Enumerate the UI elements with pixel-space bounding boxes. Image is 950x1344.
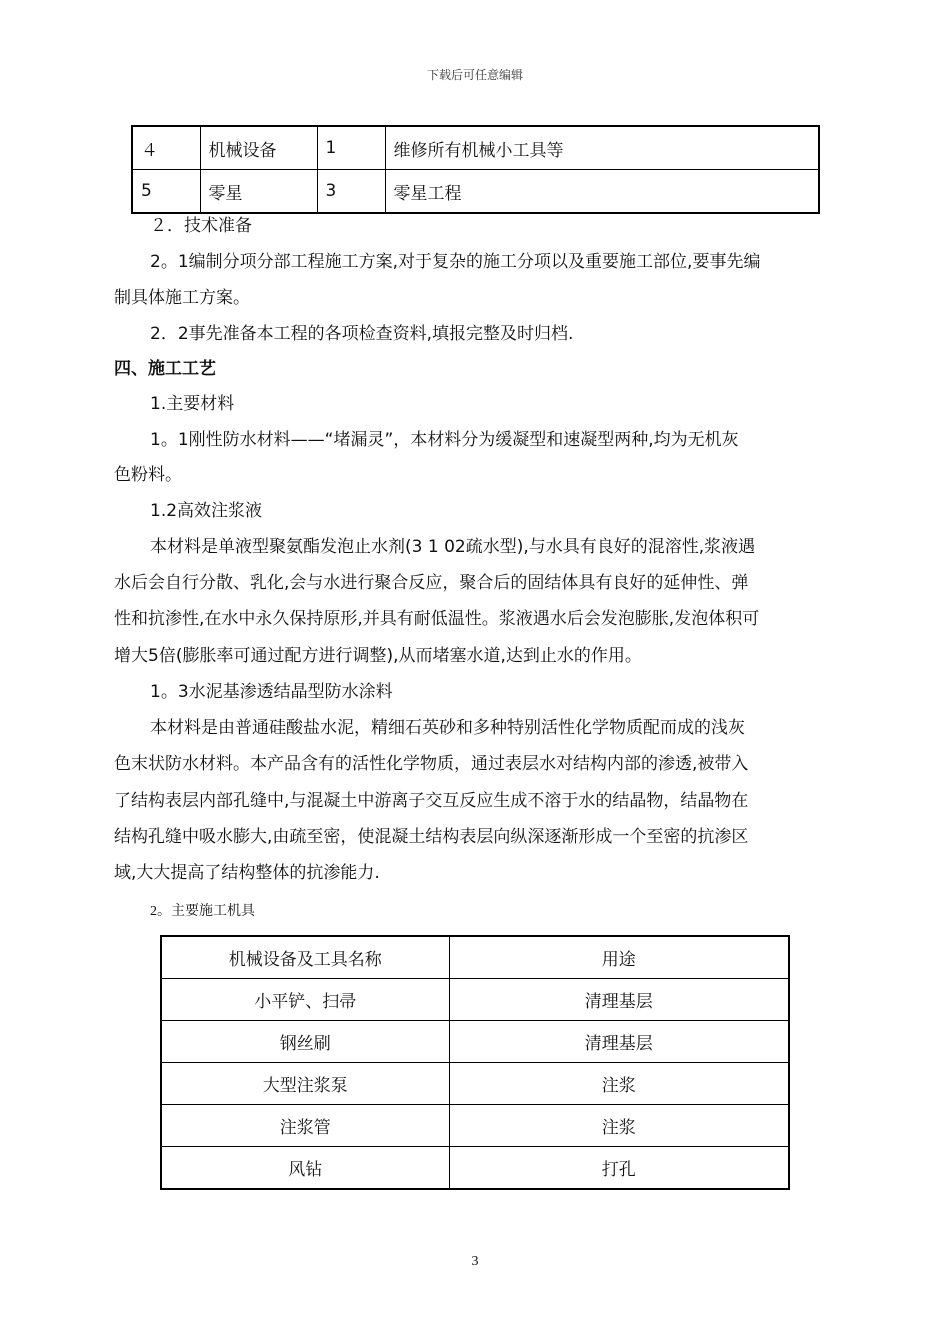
row-name: 零星: [200, 170, 317, 214]
tool-name: 大型注浆泵: [161, 1063, 449, 1105]
table-row: [161, 1021, 789, 1063]
tools-table: [160, 935, 790, 1190]
paragraph-line: 了结构表层内部孔缝中,与混凝土中游离子交互反应生成不溶于水的结晶物，结晶物在: [114, 791, 749, 811]
tool-usage: 注浆: [449, 1063, 789, 1105]
resource-table: [131, 125, 820, 214]
paragraph-line: 色末状防水材料。本产品含有的活性化学物质，通过表层水对结构内部的渗透,被带入: [114, 754, 749, 774]
table-row: [161, 1105, 789, 1147]
paragraph-line: 制具体施工方案。: [114, 288, 250, 308]
tool-name: 风钻: [161, 1147, 449, 1190]
page-header: 下载后可任意编辑: [426, 68, 523, 82]
tool-name: 钢丝刷: [161, 1021, 449, 1063]
tool-name: 小平铲、扫帚: [161, 979, 449, 1021]
column-header: 用途: [449, 936, 789, 979]
tool-usage: 清理基层: [449, 979, 789, 1021]
tool-usage: 打孔: [449, 1147, 789, 1190]
subsection-heading-grout: 1.2高效注浆液: [150, 501, 263, 521]
paragraph-line: 色粉料。: [114, 465, 182, 485]
tool-name: 注浆管: [161, 1105, 449, 1147]
table-row: [132, 170, 819, 214]
paragraph-line: 增大5倍(膨胀率可通过配方进行调整),从而堵塞水道,达到止水的作用。: [114, 646, 642, 666]
section-heading-construction-process: 四、施工工艺: [114, 359, 216, 379]
paragraph-line: 域,大大提高了结构整体的抗渗能力.: [114, 863, 380, 883]
column-header: 机械设备及工具名称: [161, 936, 449, 979]
table-row: [161, 1147, 789, 1190]
paragraph-line: 本材料是单液型聚氨酯发泡止水剂(3 1 02疏水型),与水具有良好的混溶性,浆液遇: [150, 537, 756, 557]
row-quantity: 1: [317, 126, 385, 170]
section-heading-tech-prep: ２．技术准备: [150, 216, 252, 236]
paragraph-line: 本材料是由普通硅酸盐水泥，精细石英砂和多种特别活性化学物质配而成的浅灰: [150, 718, 745, 738]
paragraph-line: 结构孔缝中吸水膨大,由疏至密，使混凝土结构表层向纵深逐渐形成一个至密的抗渗区: [114, 827, 749, 847]
row-number: ４: [132, 126, 200, 170]
page-number: 3: [471, 1254, 479, 1269]
paragraph-line: 2．2事先准备本工程的各项检查资料,填报完整及时归档.: [150, 324, 574, 344]
row-number: 5: [132, 170, 200, 214]
row-name: 机械设备: [200, 126, 317, 170]
row-quantity: 3: [317, 170, 385, 214]
subsection-heading-coating: 1。3水泥基渗透结晶型防水涂料: [150, 682, 393, 702]
paragraph-line: 1。1刚性防水材料——“堵漏灵”，本材料分为缓凝型和速凝型两种,均为无机灰: [150, 430, 739, 450]
row-description: 零星工程: [385, 170, 819, 214]
table-row: [161, 979, 789, 1021]
tool-usage: 注浆: [449, 1105, 789, 1147]
paragraph-line: 水后会自行分散、乳化,会与水进行聚合反应，聚合后的固结体具有良好的延伸性、弹: [114, 573, 749, 593]
subsection-heading-tools: 2。主要施工机具: [150, 904, 255, 919]
row-description: 维修所有机械小工具等: [385, 126, 819, 170]
tool-usage: 清理基层: [449, 1021, 789, 1063]
paragraph-line: 2。1编制分项分部工程施工方案,对于复杂的施工分项以及重要施工部位,要事先编: [150, 252, 761, 272]
subsection-heading-materials: 1.主要材料: [150, 394, 235, 414]
paragraph-line: 性和抗渗性,在水中永久保持原形,并具有耐低温性。浆液遇水后会发泡膨胀,发泡体积可: [114, 609, 760, 629]
table-row: [161, 1063, 789, 1105]
table-row: [132, 126, 819, 170]
table-header-row: [161, 936, 789, 979]
